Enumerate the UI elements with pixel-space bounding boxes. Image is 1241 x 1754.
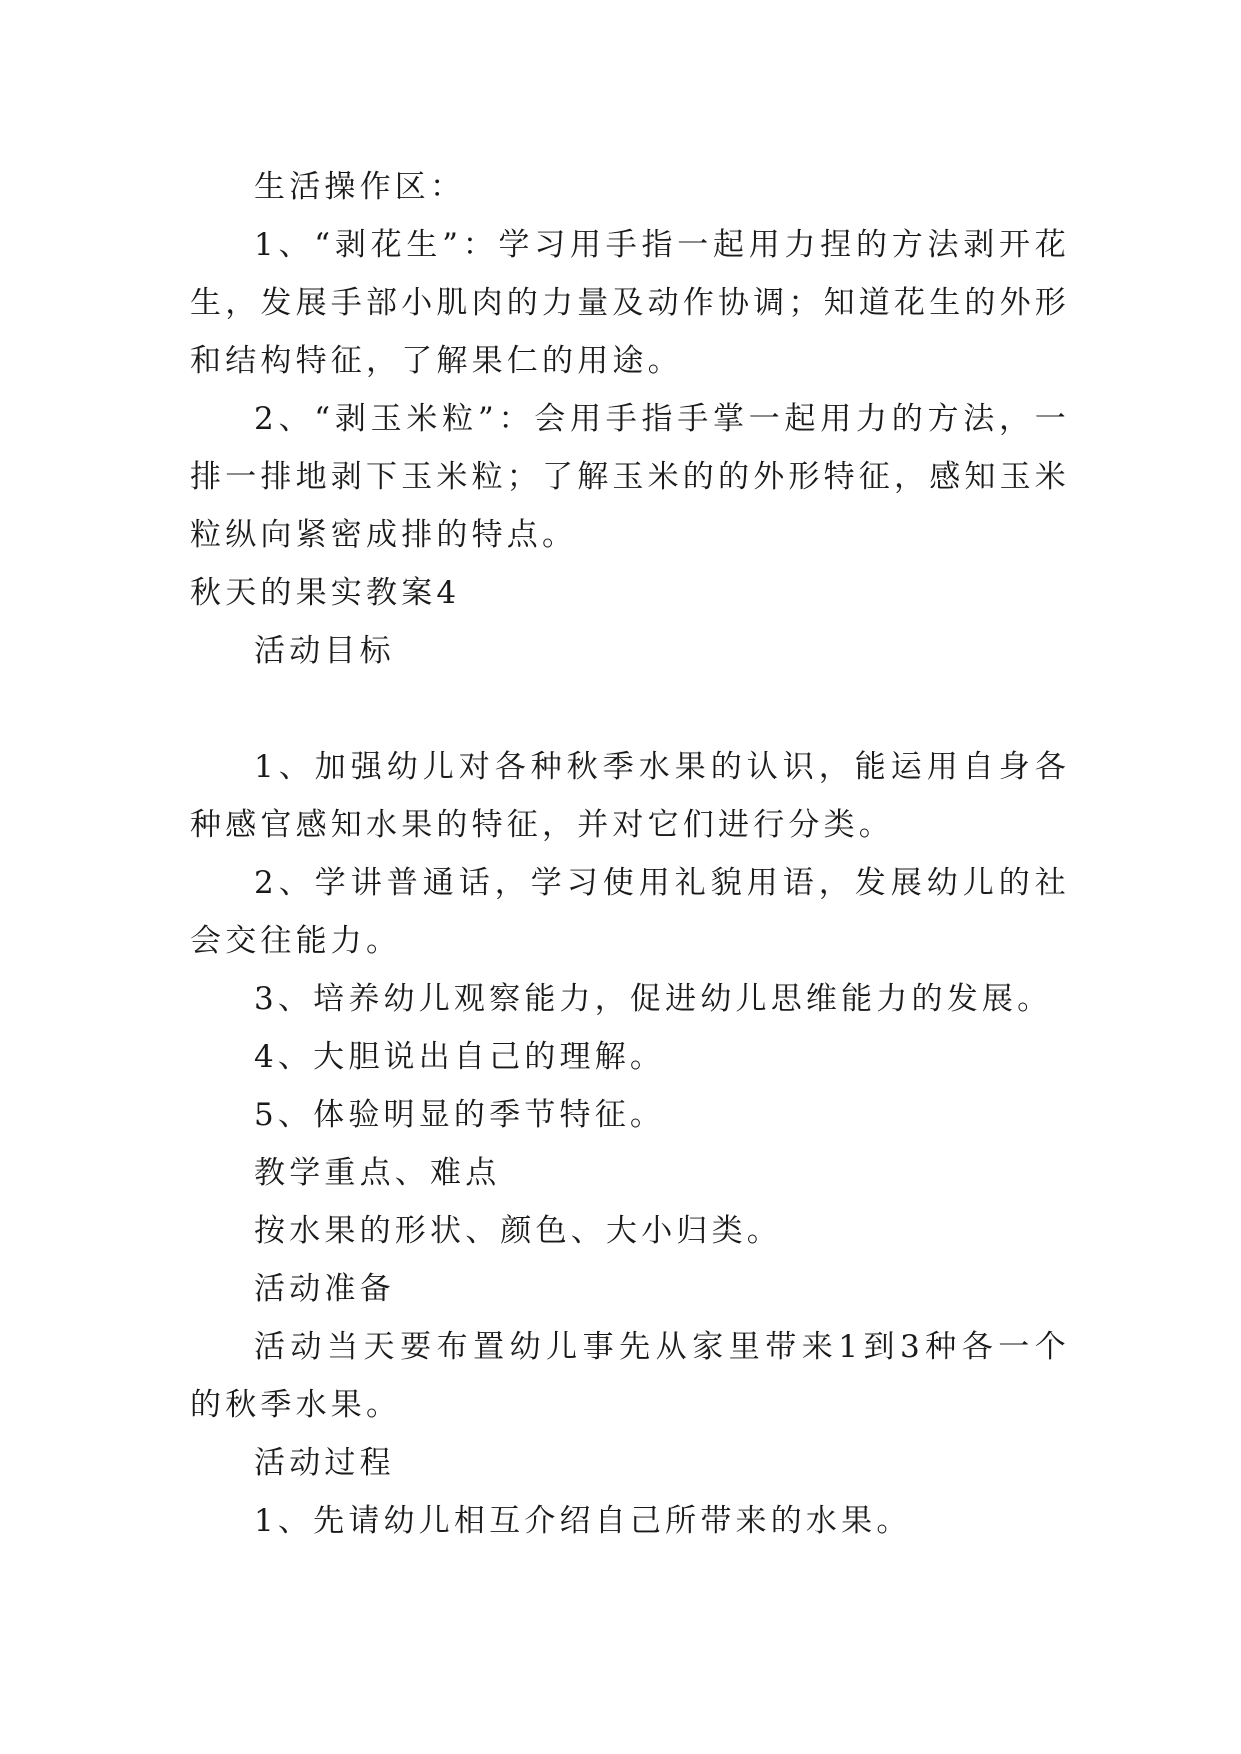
heading-activity-process: 活动过程 <box>254 1445 395 1481</box>
section-heading-lesson-4: 秋天的果实教案4 <box>190 575 461 611</box>
blank-line <box>190 680 1070 738</box>
goal-item-5: 5、体验明显的季节特征。 <box>254 1097 666 1133</box>
process-item-1: 1、先请幼儿相互介绍自己所带来的水果。 <box>254 1503 912 1539</box>
heading-activity-goals: 活动目标 <box>254 633 395 669</box>
paragraph-life-operation-area: 生活操作区： <box>254 169 466 205</box>
goal-item-1: 1、加强幼儿对各种秋季水果的认识，能运用自身各种感官感知水果的特征，并对它们进行分类。 <box>190 749 1070 843</box>
paragraph-activity-preparation: 活动当天要布置幼儿事先从家里带来1到3种各一个的秋季水果。 <box>190 1329 1070 1423</box>
paragraph-peel-corn: 2、“剥玉米粒”：会用手指手掌一起用力的方法，一排一排地剥下玉米粒；了解玉米的的外形特征，感知玉米粒纵向紧密成排的特点。 <box>190 401 1070 553</box>
heading-key-points: 教学重点、难点 <box>254 1155 501 1191</box>
goal-item-2: 2、学讲普通话，学习使用礼貌用语，发展幼儿的社会交往能力。 <box>190 865 1070 959</box>
document-body <box>190 158 1070 1550</box>
paragraph-peel-peanuts: 1、“剥花生”：学习用手指一起用力捏的方法剥开花生，发展手部小肌肉的力量及动作协调；知道花生的外形和结构特征，了解果仁的用途。 <box>190 227 1070 379</box>
goal-item-3: 3、培养幼儿观察能力，促进幼儿思维能力的发展。 <box>254 981 1053 1017</box>
paragraph-key-points: 按水果的形状、颜色、大小归类。 <box>254 1213 782 1249</box>
heading-activity-preparation: 活动准备 <box>254 1271 395 1307</box>
goal-item-4: 4、大胆说出自己的理解。 <box>254 1039 666 1075</box>
